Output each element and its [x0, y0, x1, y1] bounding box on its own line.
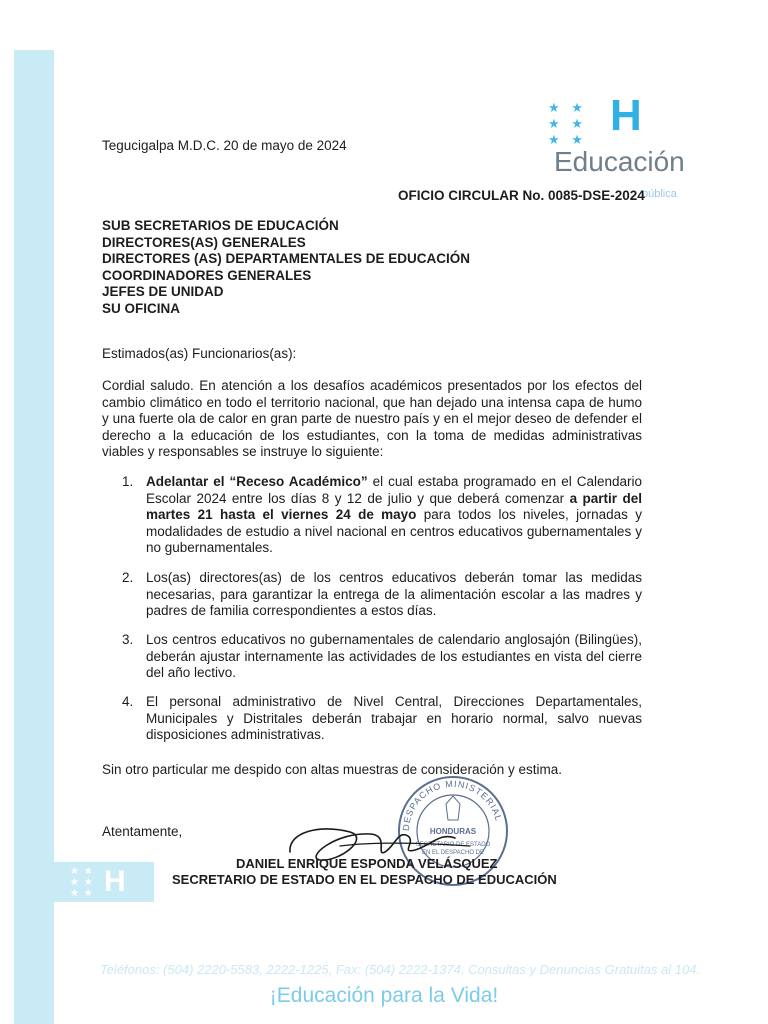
logo-wordmark: Educación [554, 146, 685, 177]
side-logo-letter: H [104, 865, 126, 898]
education-logo [546, 91, 716, 182]
intro-paragraph: Cordial saludo. En atención a los desafíos académicos presentados por los efectos del cambio climático en todo el territorio nacional, que han dejado una intensa capa de humo y una fuerte ola de calor en gran parte de nuestro país y en el mejor deseo de defender el derecho a la educación de los estudiantes, con la toma de medidas administrativas viables y responsables se instruye lo siguiente: [102, 378, 642, 459]
stamp-country: HONDURAS [429, 827, 477, 836]
circular-number: OFICIO CIRCULAR No. 0085-DSE-2024 [398, 188, 645, 203]
stamp-ring-text: DESPACHO MINISTERIAL [400, 778, 504, 832]
item-text-part: para todos los niveles, jornadas y modalidades de estudio a nivel nacional en centros educativos gubernamentales y no gubernamentales. [146, 507, 642, 555]
side-logo [70, 866, 146, 898]
side-decorative-band [14, 50, 54, 1024]
item-text: Los centros educativos no gubernamentales de calendario anglosajón (Bilingües), deberán ajustar internamente las actividades de los estudiantes en vista del cierre del año lectivo. [146, 632, 642, 680]
item-number: 4. [122, 694, 134, 709]
item-text: El personal administrativo de Nivel Central, Direcciones Departamentales, Municipales y Distritales deberán trabajar en horario normal, salvo nuevas disposiciones administrativas. [146, 694, 642, 742]
list-item [122, 632, 642, 682]
item-text: Los(as) directores(as) de los centros educativos deberán tomar las medidas necesarias, para garantizar la entrega de la alimentación escolar a las madres y padres de familia correspondientes a estos días. [146, 570, 642, 618]
greeting: Estimados(as) Funcionarios(as): [102, 346, 297, 361]
item-bold: Adelantar el “Receso Académico” [146, 474, 368, 489]
recipient-line: COORDINADORES GENERALES [102, 267, 312, 283]
sign-off: Atentamente, [102, 824, 183, 839]
list-item [122, 474, 642, 557]
date-line: Tegucigalpa M.D.C. 20 de mayo de 2024 [102, 138, 347, 153]
recipient-line: DIRECTORES(AS) GENERALES [102, 234, 306, 250]
item-bold: a partir del martes 21 hasta el viernes 24 de mayo [146, 490, 642, 522]
item-number: 1. [122, 474, 134, 489]
list-item [122, 570, 642, 620]
item-number: 3. [122, 632, 134, 647]
recipient-line: SUB SECRETARIOS DE EDUCACIÓN [102, 218, 339, 233]
stamp-line1: SECRETARIO DE ESTADO [415, 842, 491, 848]
signer-title: SECRETARIO DE ESTADO EN EL DESPACHO DE EDUCACIÓN [172, 872, 557, 887]
list-item [122, 694, 642, 744]
side-logo-stars: ★ ★ ★ ★ ★ ★ [70, 865, 94, 899]
item-text [146, 474, 642, 557]
item-text-part: el cual estaba programado en el Calendario Escolar 2024 entre los días 8 y 12 de julio y que deberá comenzar [146, 474, 642, 506]
recipient-line: DIRECTORES (AS) DEPARTAMENTALES DE EDUCACIÓN [102, 251, 471, 266]
signer-name: DANIEL ENRIQUE ESPONDA VELÁSQUEZ [236, 856, 498, 871]
logo-stars-icon: ★ ★ ★ ★ ★ ★ [548, 100, 587, 147]
stamp-line2: EN EL DESPACHO DE [421, 850, 485, 856]
footer-slogan: ¡Educación para la Vida! [269, 984, 499, 1007]
recipient-line: SU OFICINA [102, 300, 181, 316]
footer-contact: Teléfonos: (504) 2220-5583, 2222-1225, Fax: (504) 2222-1374, Consultas y Denuncias Gratuitas al 104. [99, 962, 701, 977]
logo-letter: H [610, 91, 642, 140]
closing-line: Sin otro particular me despido con altas muestras de consideración y estima. [102, 762, 562, 777]
logo-subtext: pública [642, 188, 677, 200]
recipient-line: JEFES DE UNIDAD [102, 284, 224, 299]
item-number: 2. [122, 570, 134, 585]
recipients-block [102, 218, 470, 317]
